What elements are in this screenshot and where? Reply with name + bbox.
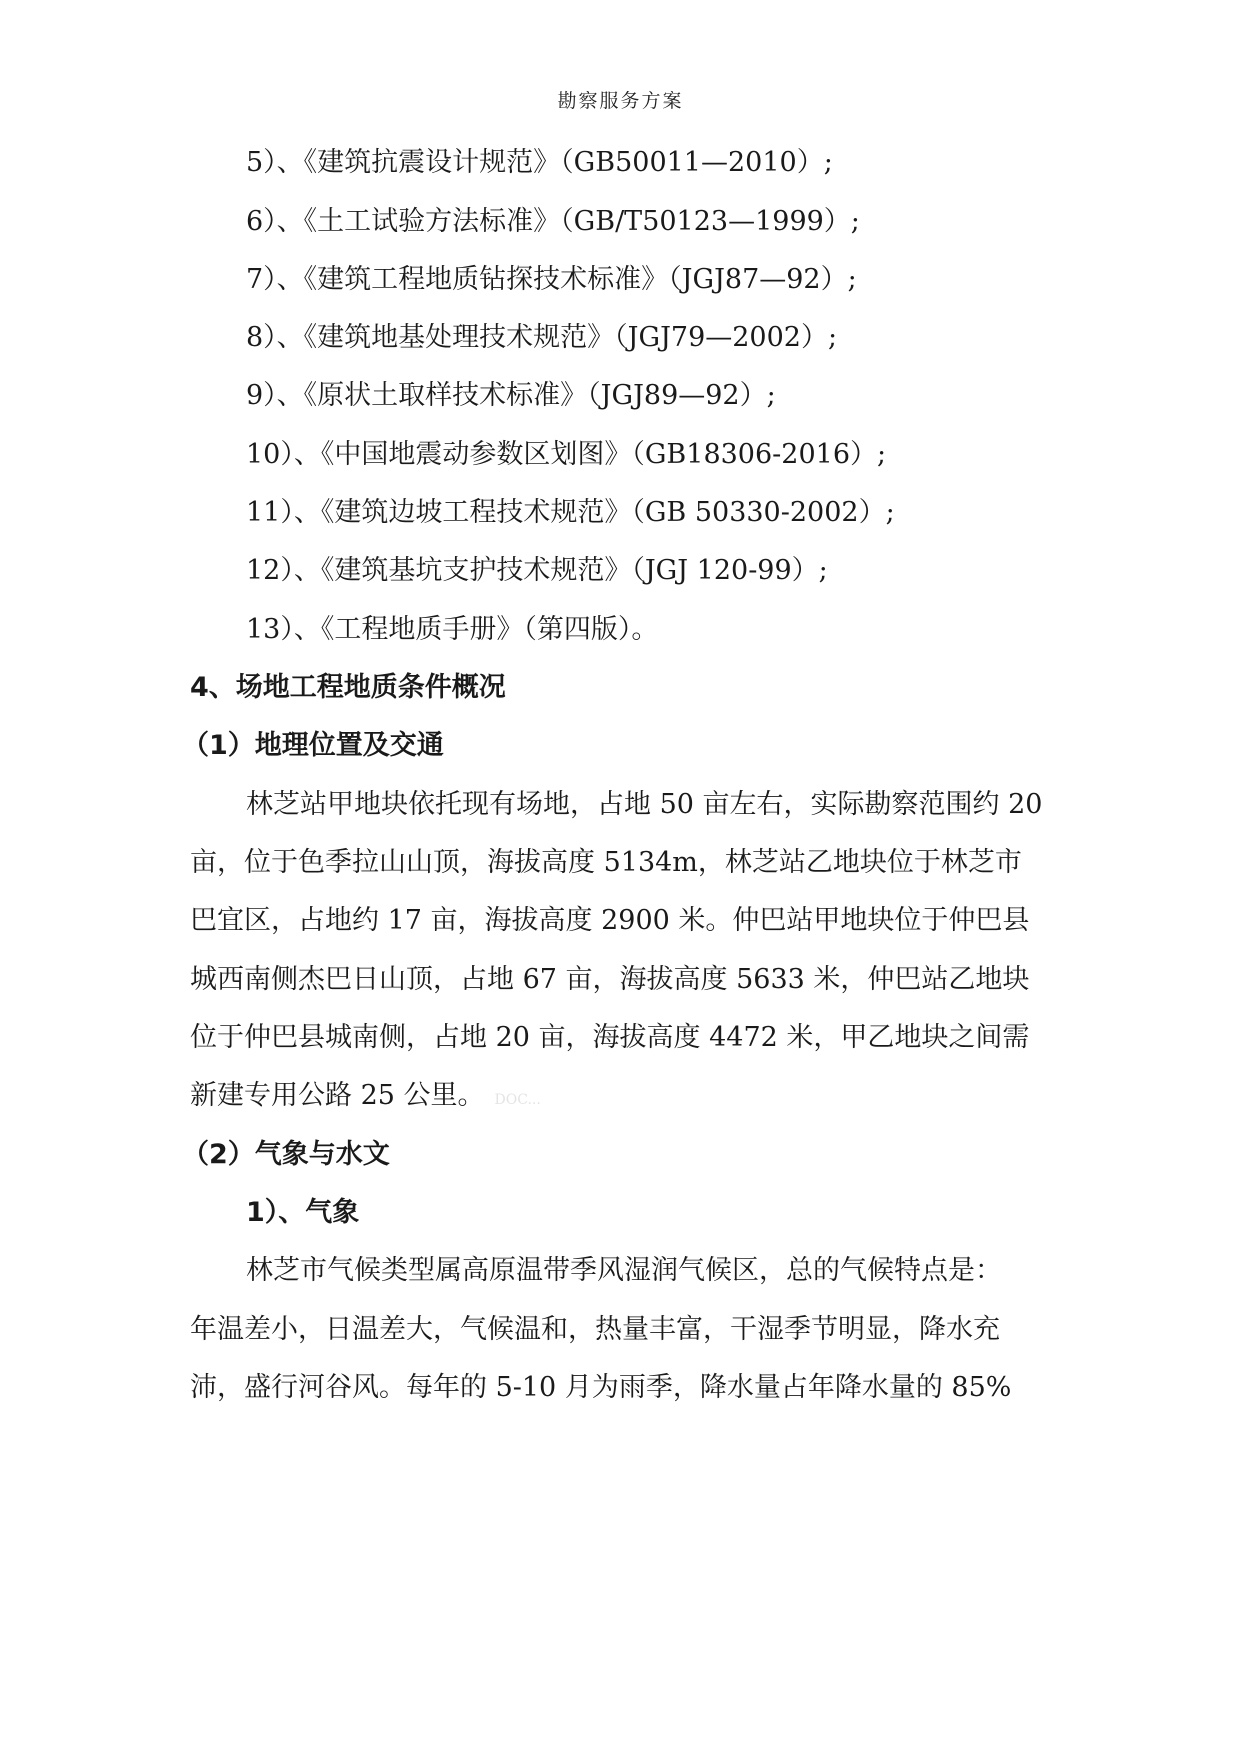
paragraph-line-text: 新建专用公路 25 公里。 (190, 1080, 485, 1111)
item-heading: 1）、气象 (246, 1197, 360, 1228)
reference-item: 9）、《原状土取样技术标准》（JGJ89—92）; (246, 380, 776, 411)
subsection-heading: （1）地理位置及交通 (182, 730, 444, 761)
page-header: 勘察服务方案 (557, 90, 684, 112)
paragraph-line: 巴宜区，占地约 17 亩，海拔高度 2900 米。仲巴站甲地块位于仲巴县 (190, 905, 1030, 936)
reference-item: 5）、《建筑抗震设计规范》（GB50011—2010）; (246, 147, 833, 178)
reference-item: 7）、《建筑工程地质钻探技术标准》（JGJ87—92）; (246, 264, 857, 295)
section-heading: 4、场地工程地质条件概况 (190, 672, 506, 703)
reference-item: 13）、《工程地质手册》（第四版）。 (246, 614, 659, 645)
faint-watermark-text: DOC... (494, 1092, 541, 1108)
reference-item: 8）、《建筑地基处理技术规范》（JGJ79—2002）; (246, 322, 838, 353)
paragraph-line: 城西南侧杰巴日山顶，占地 67 亩，海拔高度 5633 米，仲巴站乙地块 (190, 964, 1030, 995)
paragraph-line: 年温差小，日温差大，气候温和，热量丰富，干湿季节明显，降水充 (190, 1314, 1000, 1345)
paragraph-line (190, 1078, 541, 1118)
paragraph-line: 林芝市气候类型属高原温带季风湿润气候区，总的气候特点是： (246, 1255, 1002, 1286)
reference-item: 11）、《建筑边坡工程技术规范》（GB 50330-2002）; (246, 497, 895, 528)
paragraph-line: 亩，位于色季拉山山顶，海拔高度 5134m，林芝站乙地块位于林芝市 (190, 847, 1022, 878)
paragraph-line: 沛，盛行河谷风。每年的 5-10 月为雨季，降水量占年降水量的 85% (190, 1372, 1012, 1403)
paragraph-line: 林芝站甲地块依托现有场地，占地 50 亩左右，实际勘察范围约 20 (246, 789, 1043, 820)
reference-item: 12）、《建筑基坑支护技术规范》（JGJ 120-99）; (246, 555, 828, 586)
reference-item: 10）、《中国地震动参数区划图》（GB18306-2016）; (246, 439, 887, 470)
subsection-heading: （2）气象与水文 (182, 1139, 390, 1170)
reference-item: 6）、《土工试验方法标准》（GB/T50123—1999）; (246, 206, 860, 237)
paragraph-line: 位于仲巴县城南侧，占地 20 亩，海拔高度 4472 米，甲乙地块之间需 (190, 1022, 1030, 1053)
